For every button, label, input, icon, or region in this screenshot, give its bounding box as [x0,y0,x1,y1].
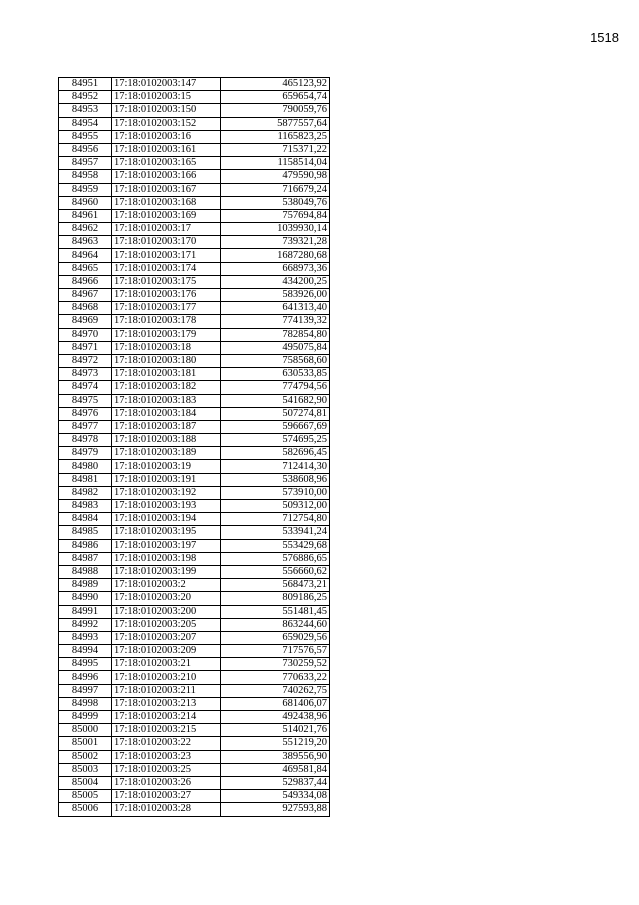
row-number-cell: 84974 [59,381,112,394]
value-cell: 782854,80 [221,328,330,341]
value-cell: 495075,84 [221,341,330,354]
table-row [59,236,330,249]
row-number-cell: 84991 [59,605,112,618]
cadastral-number-cell: 17:18:0102003:187 [112,420,221,433]
row-number-cell: 84967 [59,289,112,302]
row-number-cell: 85006 [59,803,112,816]
value-cell: 739321,28 [221,236,330,249]
value-cell: 659654,74 [221,91,330,104]
value-cell: 863244,60 [221,618,330,631]
value-cell: 514021,76 [221,724,330,737]
row-number-cell: 85000 [59,724,112,737]
cadastral-number-cell: 17:18:0102003:215 [112,724,221,737]
row-number-cell: 84981 [59,473,112,486]
table-row [59,473,330,486]
table-row [59,460,330,473]
row-number-cell: 84975 [59,394,112,407]
value-cell: 790059,76 [221,104,330,117]
row-number-cell: 84971 [59,341,112,354]
cadastral-number-cell: 17:18:0102003:171 [112,249,221,262]
cadastral-number-cell: 17:18:0102003:174 [112,262,221,275]
table-row [59,78,330,91]
cadastral-number-cell: 17:18:0102003:209 [112,645,221,658]
row-number-cell: 84956 [59,143,112,156]
table-row [59,407,330,420]
table-row [59,130,330,143]
cadastral-number-cell: 17:18:0102003:213 [112,697,221,710]
row-number-cell: 85002 [59,750,112,763]
table-row [59,91,330,104]
value-cell: 568473,21 [221,579,330,592]
table-row [59,711,330,724]
row-number-cell: 84995 [59,658,112,671]
value-cell: 551219,20 [221,737,330,750]
row-number-cell: 84984 [59,513,112,526]
table-row [59,776,330,789]
cadastral-number-cell: 17:18:0102003:26 [112,776,221,789]
value-cell: 573910,00 [221,486,330,499]
row-number-cell: 84954 [59,117,112,130]
cadastral-number-cell: 17:18:0102003:211 [112,684,221,697]
page-number: 1518 [590,30,619,45]
table-row [59,447,330,460]
row-number-cell: 84987 [59,552,112,565]
cadastral-number-cell: 17:18:0102003:183 [112,394,221,407]
row-number-cell: 84989 [59,579,112,592]
table-row [59,117,330,130]
row-number-cell: 84980 [59,460,112,473]
value-cell: 1039930,14 [221,223,330,236]
value-cell: 774139,32 [221,315,330,328]
row-number-cell: 84996 [59,671,112,684]
cadastral-number-cell: 17:18:0102003:189 [112,447,221,460]
cadastral-number-cell: 17:18:0102003:195 [112,526,221,539]
row-number-cell: 84955 [59,130,112,143]
table-row [59,209,330,222]
value-cell: 574695,25 [221,434,330,447]
cadastral-number-cell: 17:18:0102003:25 [112,763,221,776]
table-row [59,500,330,513]
cadastral-number-cell: 17:18:0102003:2 [112,579,221,592]
row-number-cell: 84963 [59,236,112,249]
value-cell: 509312,00 [221,500,330,513]
value-cell: 712414,30 [221,460,330,473]
cadastral-number-cell: 17:18:0102003:181 [112,368,221,381]
value-cell: 681406,07 [221,697,330,710]
value-cell: 927593,88 [221,803,330,816]
table-row [59,434,330,447]
row-number-cell: 84959 [59,183,112,196]
value-cell: 553429,68 [221,539,330,552]
table-row [59,750,330,763]
cadastral-number-cell: 17:18:0102003:21 [112,658,221,671]
row-number-cell: 84965 [59,262,112,275]
cadastral-number-cell: 17:18:0102003:23 [112,750,221,763]
row-number-cell: 84976 [59,407,112,420]
table-row [59,249,330,262]
value-cell: 582696,45 [221,447,330,460]
table-row [59,183,330,196]
cadastral-number-cell: 17:18:0102003:188 [112,434,221,447]
table-row [59,605,330,618]
cadastral-number-cell: 17:18:0102003:205 [112,618,221,631]
row-number-cell: 84993 [59,631,112,644]
cadastral-number-cell: 17:18:0102003:214 [112,711,221,724]
row-number-cell: 85001 [59,737,112,750]
row-number-cell: 84992 [59,618,112,631]
table-row [59,803,330,816]
row-number-cell: 84960 [59,196,112,209]
row-number-cell: 84951 [59,78,112,91]
table-row [59,790,330,803]
registry-table-body [59,78,330,817]
cadastral-number-cell: 17:18:0102003:28 [112,803,221,816]
table-row [59,381,330,394]
row-number-cell: 84958 [59,170,112,183]
cadastral-number-cell: 17:18:0102003:192 [112,486,221,499]
cadastral-number-cell: 17:18:0102003:180 [112,354,221,367]
row-number-cell: 84985 [59,526,112,539]
row-number-cell: 84994 [59,645,112,658]
cadastral-number-cell: 17:18:0102003:200 [112,605,221,618]
table-row [59,170,330,183]
value-cell: 434200,25 [221,275,330,288]
row-number-cell: 84983 [59,500,112,513]
row-number-cell: 84973 [59,368,112,381]
table-row [59,196,330,209]
row-number-cell: 84970 [59,328,112,341]
row-number-cell: 84988 [59,565,112,578]
value-cell: 551481,45 [221,605,330,618]
table-row [59,486,330,499]
value-cell: 5877557,64 [221,117,330,130]
cadastral-number-cell: 17:18:0102003:197 [112,539,221,552]
cadastral-number-cell: 17:18:0102003:147 [112,78,221,91]
row-number-cell: 84969 [59,315,112,328]
row-number-cell: 84990 [59,592,112,605]
value-cell: 712754,80 [221,513,330,526]
cadastral-number-cell: 17:18:0102003:20 [112,592,221,605]
value-cell: 770633,22 [221,671,330,684]
table-row [59,275,330,288]
value-cell: 465123,92 [221,78,330,91]
cadastral-number-cell: 17:18:0102003:167 [112,183,221,196]
value-cell: 541682,90 [221,394,330,407]
row-number-cell: 84964 [59,249,112,262]
table-row [59,724,330,737]
cadastral-number-cell: 17:18:0102003:175 [112,275,221,288]
cadastral-number-cell: 17:18:0102003:15 [112,91,221,104]
value-cell: 716679,24 [221,183,330,196]
value-cell: 469581,84 [221,763,330,776]
table-row [59,539,330,552]
cadastral-number-cell: 17:18:0102003:165 [112,157,221,170]
table-row [59,315,330,328]
table-row [59,526,330,539]
table-row [59,618,330,631]
table-row [59,592,330,605]
table-row [59,513,330,526]
value-cell: 809186,25 [221,592,330,605]
row-number-cell: 84986 [59,539,112,552]
value-cell: 492438,96 [221,711,330,724]
cadastral-number-cell: 17:18:0102003:176 [112,289,221,302]
row-number-cell: 85003 [59,763,112,776]
value-cell: 668973,36 [221,262,330,275]
cadastral-number-cell: 17:18:0102003:191 [112,473,221,486]
cadastral-number-cell: 17:18:0102003:184 [112,407,221,420]
cadastral-number-cell: 17:18:0102003:17 [112,223,221,236]
cadastral-number-cell: 17:18:0102003:207 [112,631,221,644]
row-number-cell: 84978 [59,434,112,447]
table-row [59,658,330,671]
value-cell: 758568,60 [221,354,330,367]
registry-table [58,77,330,817]
table-row [59,420,330,433]
table-row [59,262,330,275]
cadastral-number-cell: 17:18:0102003:18 [112,341,221,354]
cadastral-number-cell: 17:18:0102003:150 [112,104,221,117]
row-number-cell: 85005 [59,790,112,803]
value-cell: 715371,22 [221,143,330,156]
cadastral-number-cell: 17:18:0102003:169 [112,209,221,222]
table-row [59,289,330,302]
table-row [59,565,330,578]
table-row [59,341,330,354]
table-row [59,631,330,644]
value-cell: 630533,85 [221,368,330,381]
row-number-cell: 84977 [59,420,112,433]
table-row [59,552,330,565]
value-cell: 533941,24 [221,526,330,539]
table-row [59,763,330,776]
row-number-cell: 84999 [59,711,112,724]
row-number-cell: 84968 [59,302,112,315]
table-row [59,697,330,710]
value-cell: 479590,98 [221,170,330,183]
row-number-cell: 84972 [59,354,112,367]
value-cell: 659029,56 [221,631,330,644]
row-number-cell: 84998 [59,697,112,710]
row-number-cell: 84997 [59,684,112,697]
value-cell: 757694,84 [221,209,330,222]
value-cell: 549334,08 [221,790,330,803]
row-number-cell: 84966 [59,275,112,288]
value-cell: 1687280,68 [221,249,330,262]
row-number-cell: 85004 [59,776,112,789]
table-row [59,223,330,236]
cadastral-number-cell: 17:18:0102003:179 [112,328,221,341]
table-row [59,368,330,381]
cadastral-number-cell: 17:18:0102003:27 [112,790,221,803]
value-cell: 596667,69 [221,420,330,433]
table-row [59,394,330,407]
cadastral-number-cell: 17:18:0102003:198 [112,552,221,565]
cadastral-number-cell: 17:18:0102003:16 [112,130,221,143]
cadastral-number-cell: 17:18:0102003:152 [112,117,221,130]
value-cell: 774794,56 [221,381,330,394]
row-number-cell: 84982 [59,486,112,499]
cadastral-number-cell: 17:18:0102003:166 [112,170,221,183]
table-row [59,737,330,750]
row-number-cell: 84962 [59,223,112,236]
table-row [59,645,330,658]
table-row [59,354,330,367]
cadastral-number-cell: 17:18:0102003:168 [112,196,221,209]
cadastral-number-cell: 17:18:0102003:193 [112,500,221,513]
cadastral-number-cell: 17:18:0102003:199 [112,565,221,578]
table-row [59,579,330,592]
cadastral-number-cell: 17:18:0102003:177 [112,302,221,315]
value-cell: 538608,96 [221,473,330,486]
table-row [59,684,330,697]
cadastral-number-cell: 17:18:0102003:22 [112,737,221,750]
value-cell: 583926,00 [221,289,330,302]
value-cell: 529837,44 [221,776,330,789]
value-cell: 389556,90 [221,750,330,763]
table-row [59,157,330,170]
cadastral-number-cell: 17:18:0102003:182 [112,381,221,394]
table-row [59,302,330,315]
value-cell: 538049,76 [221,196,330,209]
table-row [59,104,330,117]
value-cell: 576886,65 [221,552,330,565]
value-cell: 730259,52 [221,658,330,671]
cadastral-number-cell: 17:18:0102003:194 [112,513,221,526]
value-cell: 556660,62 [221,565,330,578]
row-number-cell: 84952 [59,91,112,104]
row-number-cell: 84957 [59,157,112,170]
row-number-cell: 84961 [59,209,112,222]
value-cell: 740262,75 [221,684,330,697]
row-number-cell: 84953 [59,104,112,117]
table-row [59,143,330,156]
cadastral-number-cell: 17:18:0102003:161 [112,143,221,156]
cadastral-number-cell: 17:18:0102003:178 [112,315,221,328]
table-row [59,671,330,684]
value-cell: 1165823,25 [221,130,330,143]
value-cell: 1158514,04 [221,157,330,170]
cadastral-number-cell: 17:18:0102003:210 [112,671,221,684]
value-cell: 507274,81 [221,407,330,420]
table-row [59,328,330,341]
cadastral-number-cell: 17:18:0102003:19 [112,460,221,473]
row-number-cell: 84979 [59,447,112,460]
value-cell: 717576,57 [221,645,330,658]
cadastral-number-cell: 17:18:0102003:170 [112,236,221,249]
value-cell: 641313,40 [221,302,330,315]
